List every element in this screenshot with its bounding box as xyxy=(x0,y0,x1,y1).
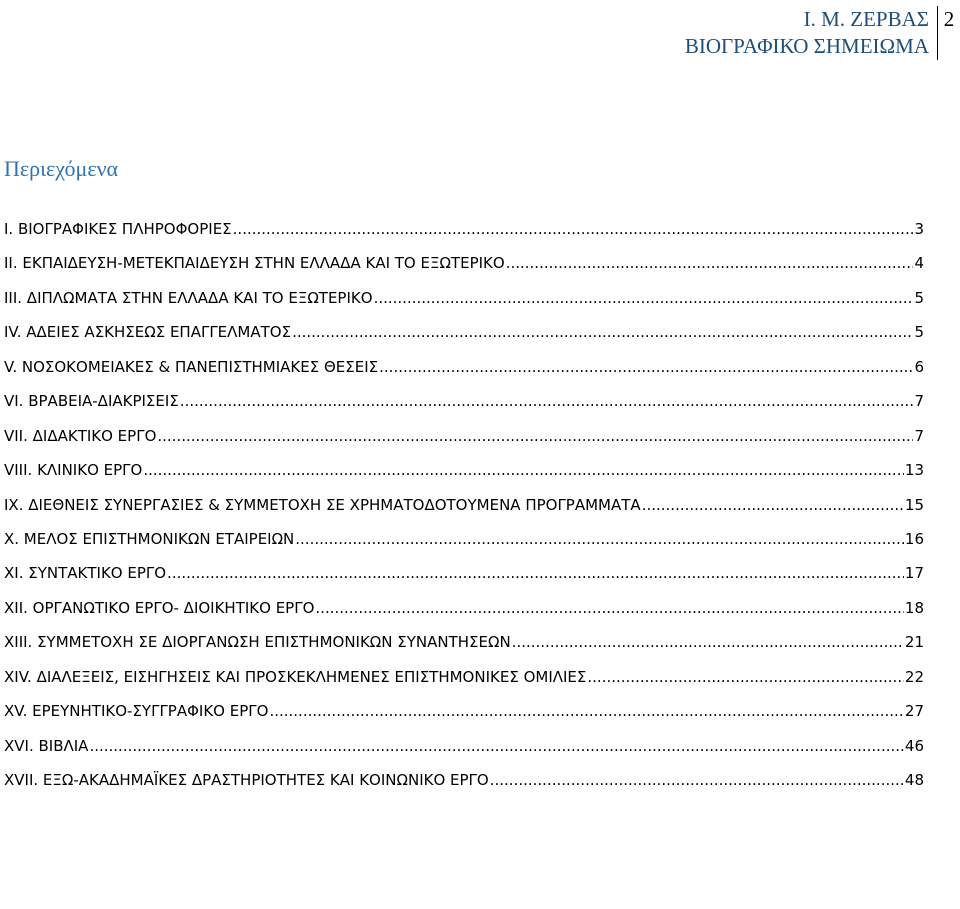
toc-entry-10[interactable] xyxy=(4,522,924,556)
toc-entry-title: XVI. ΒΙΒΛΙΑ xyxy=(4,736,89,755)
toc-dot-leader xyxy=(295,522,904,556)
toc-entry-title: IV. ΑΔΕΙΕΣ ΑΣΚΗΣΕΩΣ ΕΠΑΓΓΕΛΜΑΤΟΣ xyxy=(4,323,292,342)
toc-entry-page: 27 xyxy=(904,702,924,721)
toc-dot-leader xyxy=(269,694,903,728)
toc-entry-6[interactable] xyxy=(4,384,924,418)
toc-entry-1[interactable] xyxy=(4,212,924,246)
toc-entry-page: 6 xyxy=(914,357,924,376)
toc-entry-title: I. ΒΙΟΓΡΑΦΙΚΕΣ ΠΛΗΡΟΦΟΡΙΕΣ xyxy=(4,220,232,238)
toc-entry-page: 16 xyxy=(904,529,924,548)
header-subtitle: ΒΙΟΓΡΑΦΙΚΟ ΣΗΜΕΙΩΜΑ xyxy=(684,34,929,58)
toc-entry-title: X. ΜΕΛΟΣ ΕΠΙΣΤΗΜΟΝΙΚΩΝ ΕΤΑΙΡΕΙΩΝ xyxy=(4,529,295,548)
toc-dot-leader xyxy=(89,729,903,763)
toc-dot-leader xyxy=(180,384,914,418)
toc-entry-page: 17 xyxy=(904,564,924,583)
toc-entry-page: 3 xyxy=(914,220,924,238)
toc-dot-leader xyxy=(587,660,904,694)
toc-entry-title: VII. ΔΙΔΑΚΤΙΚΟ ΕΡΓΟ xyxy=(4,426,157,445)
toc-entry-page: 13 xyxy=(904,461,924,480)
toc-entry-2[interactable] xyxy=(4,246,924,280)
toc-entry-7[interactable] xyxy=(4,419,924,453)
header-divider xyxy=(937,6,938,60)
toc-heading: Περιεχόμενα xyxy=(4,156,119,181)
toc-dot-leader xyxy=(292,315,913,349)
toc-entry-15[interactable] xyxy=(4,694,924,728)
toc-entry-title: II. ΕΚΠΑΙΔΕΥΣΗ-ΜΕΤΕΚΠΑΙΔΕΥΣΗ ΣΤΗΝ ΕΛΛΑΔΑ ΚΑΙ ΤΟ ΕΞΩΤΕΡΙΚΟ xyxy=(4,254,505,273)
toc-dot-leader xyxy=(374,281,914,315)
toc-dot-leader xyxy=(233,212,914,246)
toc-entry-title: IX. ΔΙΕΘΝΕΙΣ ΣΥΝΕΡΓΑΣΙΕΣ & ΣΥΜΜΕΤΟΧΗ ΣΕ ΧΡΗΜΑΤΟΔΟΤΟΥΜΕΝΑ ΠΡΟΓΡΑΜΜΑΤΑ xyxy=(4,495,641,514)
toc-dot-leader xyxy=(490,763,904,797)
toc-entry-9[interactable] xyxy=(4,488,924,522)
toc-entry-title: III. ΔΙΠΛΩΜΑΤΑ ΣΤΗΝ ΕΛΛΑΔΑ ΚΑΙ ΤΟ ΕΞΩΤΕΡΙΚΟ xyxy=(4,288,373,307)
toc-entry-14[interactable] xyxy=(4,660,924,694)
toc-entry-page: 21 xyxy=(904,633,924,652)
toc-entry-title: XIII. ΣΥΜΜΕΤΟΧΗ ΣΕ ΔΙΟΡΓΑΝΩΣΗ ΕΠΙΣΤΗΜΟΝΙΚΩΝ ΣΥΝΑΝΤΗΣΕΩΝ xyxy=(4,633,511,652)
toc-entry-12[interactable] xyxy=(4,591,924,625)
page-number: 2 xyxy=(943,7,955,31)
toc-entry-page: 5 xyxy=(914,288,924,307)
toc-entry-page: 15 xyxy=(904,495,924,514)
toc-dot-leader xyxy=(167,556,904,590)
table-of-contents xyxy=(4,212,924,797)
toc-entry-4[interactable] xyxy=(4,315,924,349)
toc-dot-leader xyxy=(642,488,904,522)
toc-entry-page: 7 xyxy=(914,426,924,445)
toc-entry-17[interactable] xyxy=(4,763,924,797)
toc-entry-13[interactable] xyxy=(4,625,924,659)
page-header xyxy=(0,6,960,62)
toc-entry-page: 7 xyxy=(914,392,924,411)
toc-dot-leader xyxy=(143,453,904,487)
toc-entry-3[interactable] xyxy=(4,281,924,315)
toc-entry-title: V. ΝΟΣΟΚΟΜΕΙΑΚΕΣ & ΠΑΝΕΠΙΣΤΗΜΙΑΚΕΣ ΘΕΣΕΙΣ xyxy=(4,357,379,376)
toc-entry-title: XV. ΕΡΕΥΝΗΤΙΚΟ-ΣΥΓΓΡΑΦΙΚΟ ΕΡΓΟ xyxy=(4,702,269,721)
toc-entry-page: 46 xyxy=(904,736,924,755)
toc-entry-title: VI. ΒΡΑΒΕΙΑ-ΔΙΑΚΡΙΣΕΙΣ xyxy=(4,392,179,411)
toc-dot-leader xyxy=(506,246,914,280)
toc-entry-title: XVII. ΕΞΩ-ΑΚΑΔΗΜΑΪΚΕΣ ΔΡΑΣΤΗΡΙΟΤΗΤΕΣ ΚΑΙ ΚΟΙΝΩΝΙΚΟ ΕΡΓΟ xyxy=(4,771,489,789)
toc-entry-page: 18 xyxy=(904,598,924,617)
toc-dot-leader xyxy=(157,419,913,453)
toc-entry-11[interactable] xyxy=(4,556,924,590)
toc-entry-page: 48 xyxy=(904,771,924,789)
toc-entry-page: 22 xyxy=(904,667,924,686)
toc-entry-8[interactable] xyxy=(4,453,924,487)
toc-dot-leader xyxy=(379,350,913,384)
toc-entry-title: XI. ΣΥΝΤΑΚΤΙΚΟ ΕΡΓΟ xyxy=(4,564,167,583)
toc-entry-16[interactable] xyxy=(4,729,924,763)
toc-dot-leader xyxy=(315,591,904,625)
toc-entry-title: XIV. ΔΙΑΛΕΞΕΙΣ, ΕΙΣΗΓΗΣΕΙΣ ΚΑΙ ΠΡΟΣΚΕΚΛΗΜΕΝΕΣ ΕΠΙΣΤΗΜΟΝΙΚΕΣ ΟΜΙΛΙΕΣ xyxy=(4,667,587,686)
toc-dot-leader xyxy=(512,625,904,659)
header-text-block xyxy=(685,6,929,60)
toc-entry-5[interactable] xyxy=(4,350,924,384)
header-author: Ι. Μ. ΖΕΡΒΑΣ xyxy=(803,7,929,31)
toc-entry-page: 4 xyxy=(914,254,924,273)
toc-entry-page: 5 xyxy=(914,323,924,342)
toc-entry-title: XII. ΟΡΓΑΝΩΤΙΚΟ ΕΡΓΟ- ΔΙΟΙΚΗΤΙΚΟ ΕΡΓΟ xyxy=(4,598,315,617)
toc-entry-title: VIII. ΚΛΙΝΙΚΟ ΕΡΓΟ xyxy=(4,461,143,480)
